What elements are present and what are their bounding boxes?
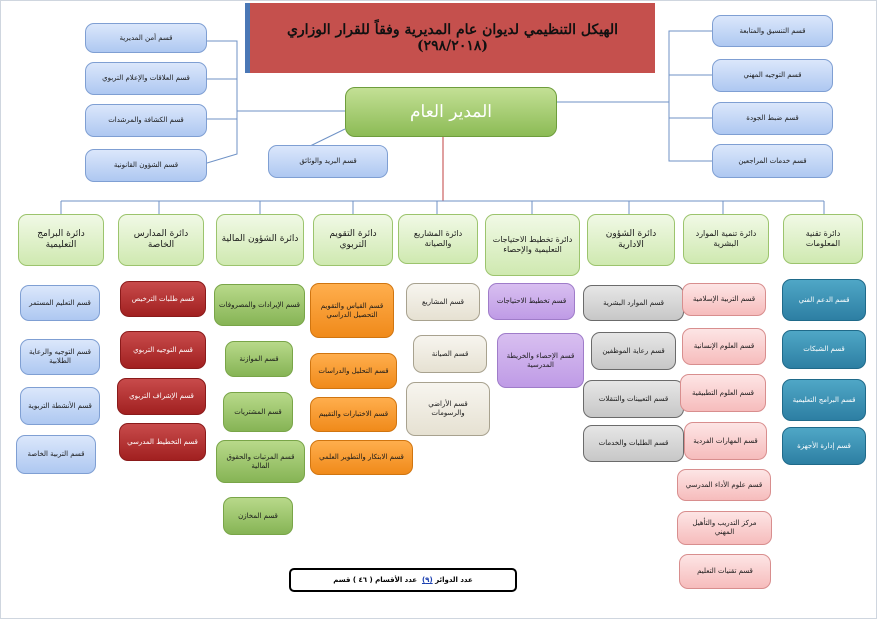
private-schools-section-3: قسم الإشراف التربوي — [117, 378, 206, 415]
it-section-4: قسم إدارة الأجهزة — [782, 427, 866, 465]
evaluation-section-1: قسم القياس والتقويم التحصيل الدراسي — [310, 283, 394, 338]
admin-section-1: قسم الموارد البشرية — [583, 285, 684, 321]
planning-section-2: قسم الإحصاء والخريطة المدرسية — [497, 333, 584, 388]
dept-count-value: (٩) — [421, 576, 433, 584]
chart-title: الهيكل التنظيمي لديوان عام المديرية وفقاً للقرار الوزاري (٢٩٨/٢٠١٨) — [245, 3, 655, 73]
department-hr: دائرة تنمية الموارد البشرية — [683, 214, 769, 264]
evaluation-section-3: قسم الاختبارات والتقييم — [310, 397, 397, 432]
it-section-2: قسم الشبكات — [782, 330, 866, 369]
programs-section-4: قسم التربية الخاصة — [16, 435, 96, 474]
planning-section-1: قسم تخطيط الاحتياجات — [488, 283, 575, 320]
finance-section-1: قسم الإيرادات والمصروفات — [214, 284, 305, 326]
programs-section-1: قسم التعليم المستمر — [20, 285, 100, 321]
right-section-2: قسم التوجيه المهني — [712, 59, 833, 92]
right-section-3: قسم ضبط الجودة — [712, 102, 833, 135]
admin-section-3: قسم التعيينات والتنقلات — [583, 380, 684, 418]
programs-section-3: قسم الأنشطة التربوية — [20, 387, 100, 425]
admin-section-2: قسم رعاية الموظفين — [591, 332, 676, 370]
left-section-4: قسم الشؤون القانونية — [85, 149, 207, 182]
projects-section-2: قسم الصيانة — [413, 335, 487, 373]
department-programs: دائرة البرامج التعليمية — [18, 214, 104, 266]
department-evaluation: دائرة التقويم التربوي — [313, 214, 393, 266]
it-section-3: قسم البرامج التعليمية — [782, 379, 866, 421]
department-finance: دائرة الشؤون المالية — [216, 214, 304, 266]
finance-section-4: قسم المرتبات والحقوق المالية — [216, 440, 305, 483]
hr-section-3: قسم العلوم التطبيقية — [680, 374, 766, 412]
programs-section-2: قسم التوجيه والرعاية الطلابية — [20, 339, 100, 375]
projects-section-3: قسم الأراضي والرسومات — [406, 382, 490, 436]
left-section-2: قسم العلاقات والإعلام التربوي — [85, 62, 207, 95]
general-manager-box: المدير العام — [345, 87, 557, 137]
finance-section-2: قسم الموازنة — [225, 341, 293, 377]
dept-count-label: عدد الدوائر — [435, 576, 473, 584]
admin-section-4: قسم الطلبات والخدمات — [583, 425, 684, 462]
left-section-1: قسم أمن المديرية — [85, 23, 207, 53]
mail-section: قسم البريد والوثائق — [268, 145, 388, 178]
finance-section-3: قسم المشتريات — [223, 392, 293, 432]
private-schools-section-4: قسم التخطيط المدرسي — [119, 423, 206, 461]
hr-section-6: مركز التدريب والتأهيل المهني — [677, 511, 772, 545]
hr-section-1: قسم التربية الإسلامية — [682, 283, 766, 316]
department-private-schools: دائرة المدارس الخاصة — [118, 214, 204, 266]
hr-section-4: قسم المهارات الفردية — [684, 422, 767, 460]
evaluation-section-2: قسم التحليل والدراسات — [310, 353, 397, 389]
evaluation-section-4: قسم الابتكار والتطوير العلمي — [310, 440, 413, 475]
department-admin: دائرة الشؤون الادارية — [587, 214, 675, 266]
section-count-unit: قسم — [333, 576, 351, 584]
right-section-1: قسم التنسيق والمتابعة — [712, 15, 833, 47]
section-count-value: ( ٤٦ ) — [352, 576, 373, 584]
section-count-label: عدد الأقسام — [375, 576, 418, 584]
left-section-3: قسم الكشافة والمرشدات — [85, 104, 207, 137]
finance-section-5: قسم المخازن — [223, 497, 293, 535]
right-section-4: قسم خدمات المراجعين — [712, 144, 833, 178]
it-section-1: قسم الدعم الفني — [782, 279, 866, 321]
department-it: دائرة تقنية المعلومات — [783, 214, 863, 264]
count-summary — [289, 568, 517, 592]
department-planning: دائرة تخطيط الاحتياجات التعليمية والإحصاء — [485, 214, 580, 276]
hr-section-7: قسم تقنيات التعليم — [679, 554, 771, 589]
private-schools-section-2: قسم التوجيه التربوي — [120, 331, 206, 369]
private-schools-section-1: قسم طلبات الترخيص — [120, 281, 206, 317]
hr-section-5: قسم علوم الأداء المدرسي — [677, 469, 771, 501]
department-projects: دائرة المشاريع والصيانة — [398, 214, 478, 264]
projects-section-1: قسم المشاريع — [406, 283, 480, 321]
hr-section-2: قسم العلوم الإنسانية — [682, 328, 766, 365]
